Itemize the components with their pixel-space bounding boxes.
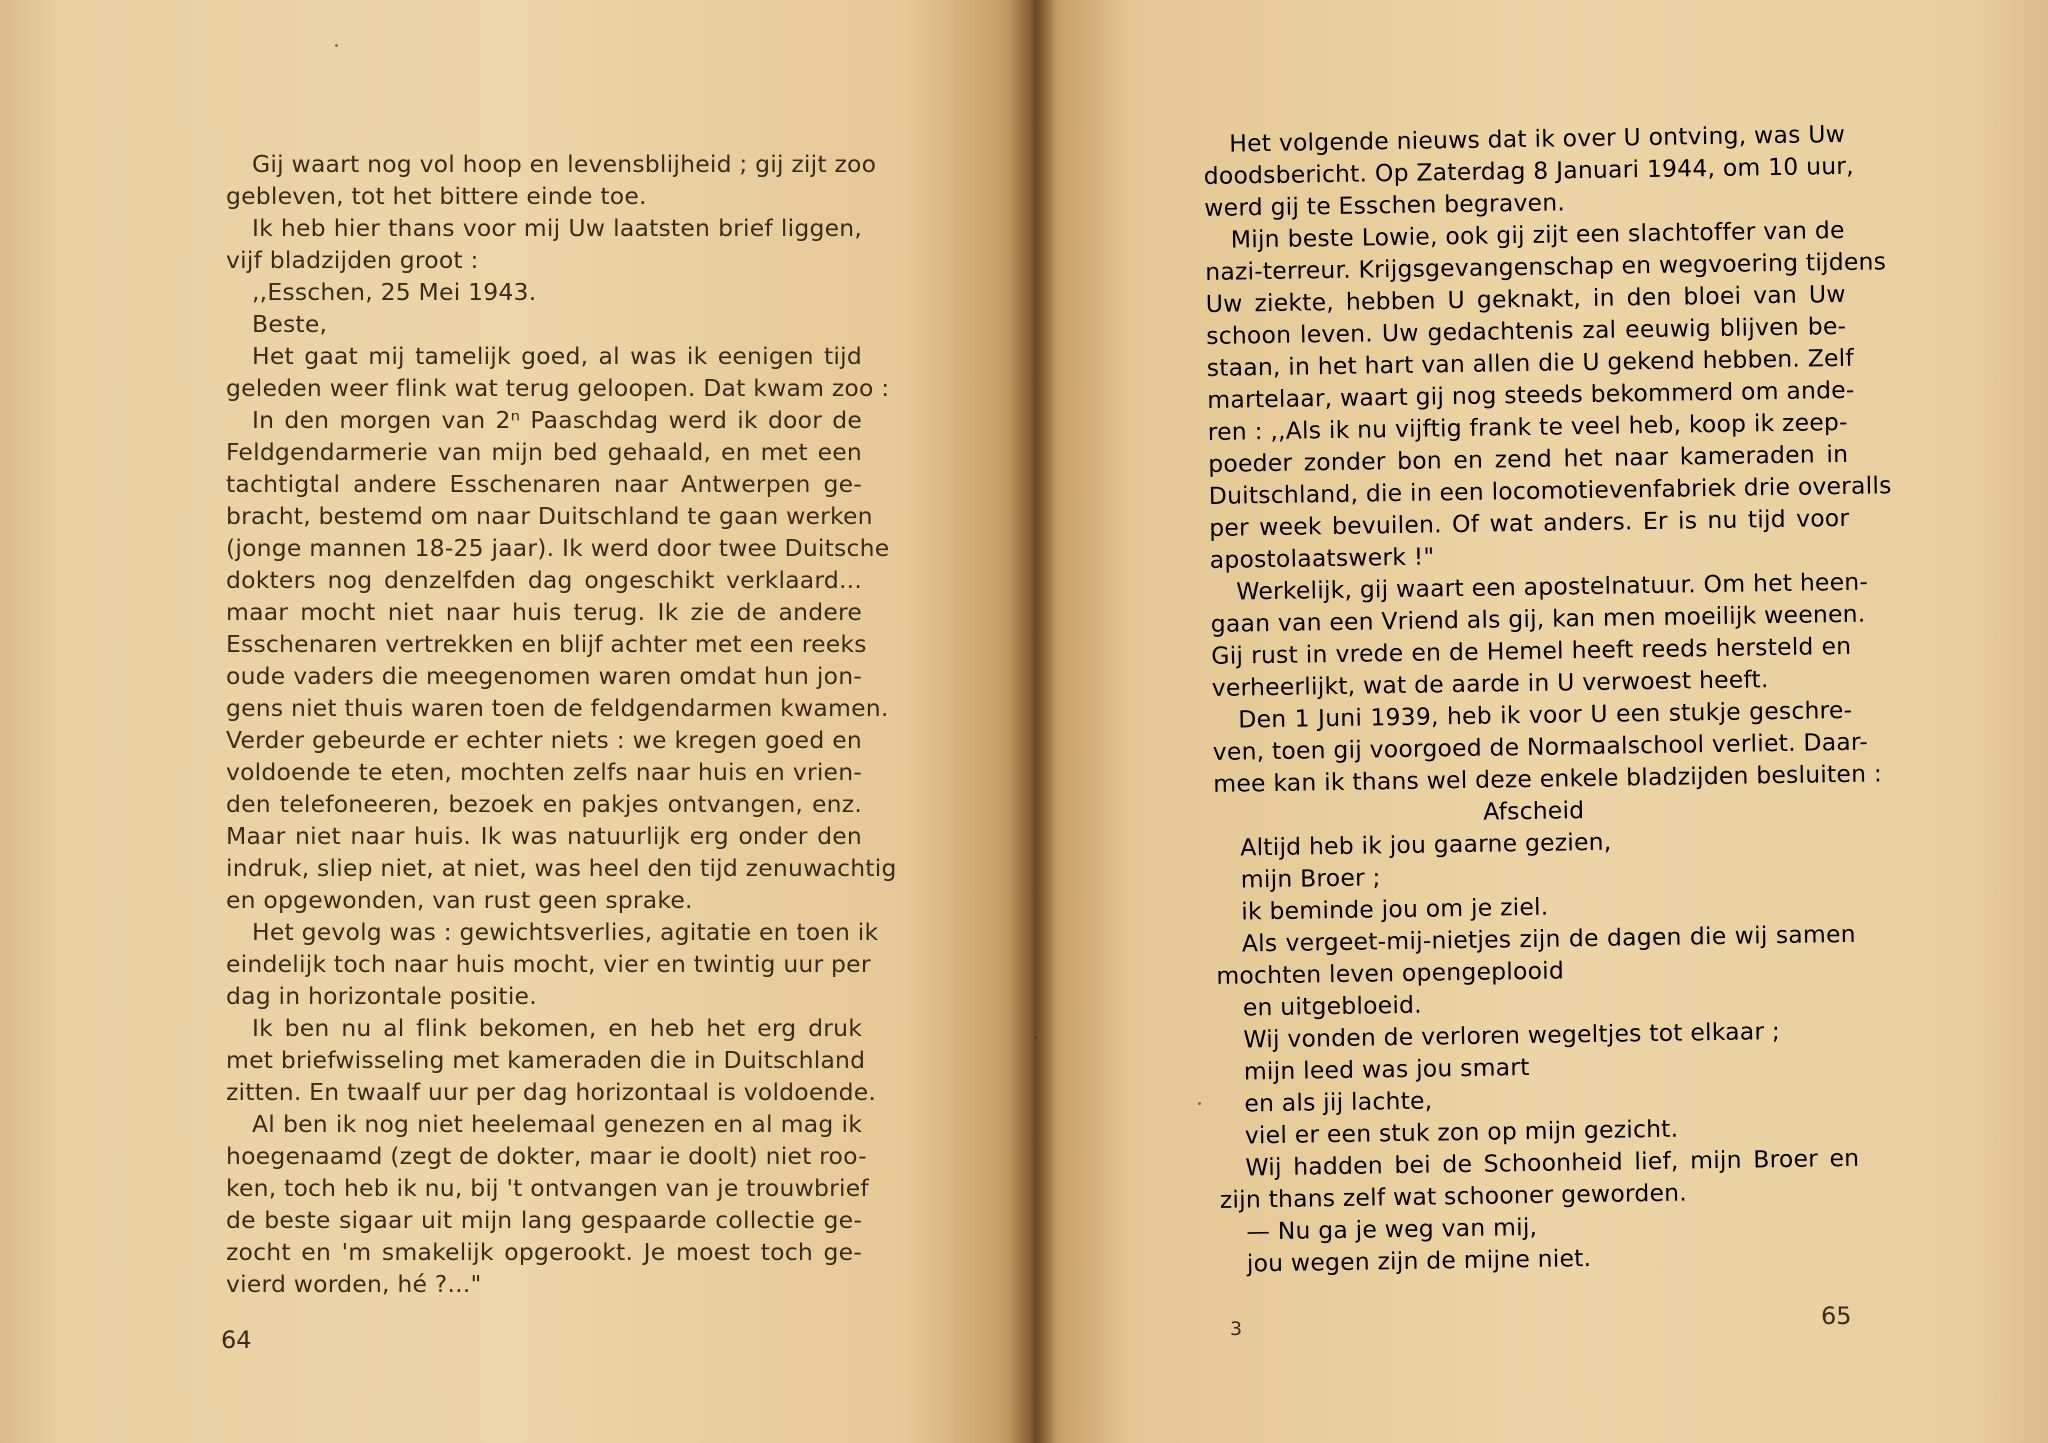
text-line: ik beminde jou om je ziel. (1241, 892, 1549, 926)
text-line: werd gij te Esschen begraven. (1204, 188, 1566, 222)
text-line: mijn Broer ; (1240, 863, 1381, 894)
text-line: doodsbericht. Op Zaterdag 8 Januari 1944, om 10 uur, (1203, 151, 1855, 190)
text-line: Wij hadden bei de Schoonheid lief, mijn Broer en (1245, 1143, 1860, 1182)
text-line: Beste, (252, 310, 328, 338)
text-line: gebleven, tot het bittere einde toe. (226, 182, 647, 210)
text-line: martelaar, waart gij nog steeds bekommerd om ande- (1207, 375, 1855, 414)
text-line: mijn leed was jou smart (1243, 1052, 1530, 1086)
text-line: schoon leven. Uw gedachtenis zal eeuwig blijven be- (1206, 311, 1847, 350)
text-line: bracht, bestemd om naar Duitschland te gaan werken (226, 502, 873, 530)
text-line: Ik heb hier thans voor mij Uw laatsten brief liggen, (252, 214, 862, 242)
text-line: Werkelijk, gij waart een apostelnatuur. Om het heen- (1236, 567, 1869, 606)
text-line: dag in horizontale positie. (226, 982, 537, 1010)
text-line: jou wegen zijn de mijne niet. (1246, 1244, 1592, 1278)
text-line: ven, toen gij voorgoed de Normaalschool verliet. Daar- (1212, 727, 1869, 766)
text-line: Esschenaren vertrekken en blijf achter met een reeks (226, 630, 867, 658)
text-line: ,,Esschen, 25 Mei 1943. (252, 278, 537, 306)
text-line: met briefwisseling met kameraden die in Duitschland (226, 1046, 866, 1074)
text-line: en uitgebloeid. (1242, 990, 1423, 1022)
text-line: zijn thans zelf wat schooner geworden. (1219, 1178, 1688, 1214)
text-line: Den 1 Juni 1939, heb ik voor U een stukje geschre- (1238, 695, 1853, 734)
text-line: Gij rust in vrede en de Hemel heeft reeds hersteld en (1211, 631, 1852, 670)
text-line: per week bevuilen. Of wat anders. Er is nu tijd voor (1209, 503, 1850, 542)
text-line: Gij waart nog vol hoop en levensblijheid ; gij zijt zoo (252, 150, 877, 178)
text-line: poeder zonder bon en zend het naar kameraden in (1208, 439, 1849, 478)
text-line: en als jij lachte, (1244, 1086, 1433, 1118)
text-line: (jonge mannen 18-25 jaar). Ik werd door twee Duitsche (226, 534, 890, 562)
text-line: Altijd heb ik jou gaarne gezien, (1240, 827, 1612, 862)
text-line: Mijn beste Lowie, ook gij zijt een slachtoffer van de (1230, 215, 1845, 254)
text-line: Ik ben nu al flink bekomen, en heb het erg druk (252, 1014, 862, 1042)
text-line: Al ben ik nog niet heelemaal genezen en al mag ik (252, 1110, 862, 1138)
text-line: oude vaders die meegenomen waren omdat hun jon- (226, 662, 862, 690)
text-line: maar mocht niet naar huis terug. Ik zie de andere (226, 598, 862, 626)
text-line: Uw ziekte, hebben U geknakt, in den bloei van Uw (1205, 279, 1846, 318)
text-line: indruk, sliep niet, at niet, was heel den tijd zenuwachtig (226, 854, 897, 882)
paper-speck (1198, 1102, 1201, 1105)
text-line: Afscheid (1483, 796, 1585, 826)
book-gutter (1010, 0, 1056, 1443)
text-line: gens niet thuis waren toen de feldgendarmen kwamen. (226, 694, 889, 722)
text-line: tachtigtal andere Esschenaren naar Antwerpen ge- (226, 470, 862, 498)
text-line: ken, toch heb ik nu, bij 't ontvangen van je trouwbrief (226, 1174, 869, 1202)
text-line: zitten. En twaalf uur per dag horizontaal is voldoende. (226, 1078, 877, 1106)
page-number-left: 64 (221, 1326, 252, 1354)
text-line: mochten leven opengeplooid (1216, 956, 1565, 990)
paper-speck (335, 44, 338, 47)
paper-speck (1034, 1036, 1037, 1039)
text-line: Het volgende nieuws dat ik over U ontving, was Uw (1229, 119, 1846, 158)
text-line: verheerlijkt, wat de aarde in U verwoest heeft. (1211, 665, 1769, 702)
text-line: Maar niet naar huis. Ik was natuurlijk erg onder den (226, 822, 862, 850)
text-line: mee kan ik thans wel deze enkele bladzijden besluiten : (1213, 759, 1883, 798)
text-line: Wij vonden de verloren wegeltjes tot elkaar ; (1243, 1017, 1781, 1054)
text-line: Feldgendarmerie van mijn bed gehaald, en met een (226, 438, 862, 466)
page-number-right: 65 (1821, 1302, 1852, 1330)
text-line: vijf bladzijden groot : (226, 246, 479, 274)
text-line: ren : ,,Als ik nu vijftig frank te veel heb, koop ik zeep- (1207, 407, 1848, 446)
text-line: — Nu ga je weg van mij, (1246, 1212, 1538, 1246)
signature-mark: 3 (1230, 1318, 1243, 1340)
text-line: staan, in het hart van allen die U gekend hebben. Zelf (1206, 343, 1855, 382)
text-line: nazi-terreur. Krijgsgevangenschap en wegvoering tijdens (1205, 247, 1887, 286)
text-line: vierd worden, hé ?..." (226, 1270, 482, 1298)
text-line: Het gevolg was : gewichtsverlies, agitatie en toen ik (252, 918, 879, 946)
text-line: geleden weer flink wat terug geloopen. Dat kwam zoo : (226, 374, 890, 402)
text-line: zocht en 'm smakelijk opgerookt. Je moest toch ge- (226, 1238, 862, 1266)
text-line: gaan van een Vriend als gij, kan men moeilijk weenen. (1210, 599, 1866, 638)
text-line: Als vergeet-mij-nietjes zijn de dagen die wij samen (1241, 919, 1856, 958)
text-line: hoegenaamd (zegt de dokter, maar ie doolt) niet roo- (226, 1142, 867, 1170)
text-line: eindelijk toch naar huis mocht, vier en twintig uur per (226, 950, 871, 978)
text-line: en opgewonden, van rust geen sprake. (226, 886, 693, 914)
text-line: viel er een stuk zon op mijn gezicht. (1244, 1114, 1679, 1150)
text-line: Verder gebeurde er echter niets : we kregen goed en (226, 726, 862, 754)
text-line: dokters nog denzelfden dag ongeschikt verklaard... (226, 566, 862, 594)
left-page-text (226, 148, 897, 1300)
text-line: voldoende te eten, mochten zelfs naar huis en vrien- (226, 758, 862, 786)
text-line: Het gaat mij tamelijk goed, al was ik eenigen tijd (252, 342, 862, 370)
text-line: de beste sigaar uit mijn lang gespaarde collectie ge- (226, 1206, 862, 1234)
text-line: apostolaatswerk !" (1209, 542, 1435, 574)
text-line: In den morgen van 2ⁿ Paaschdag werd ik door de (252, 406, 862, 434)
text-line: den telefoneeren, bezoek en pakjes ontvangen, enz. (226, 790, 862, 818)
text-line: Duitschland, die in een locomotievenfabriek drie overalls (1208, 471, 1892, 510)
right-page-text (1203, 118, 1892, 1280)
